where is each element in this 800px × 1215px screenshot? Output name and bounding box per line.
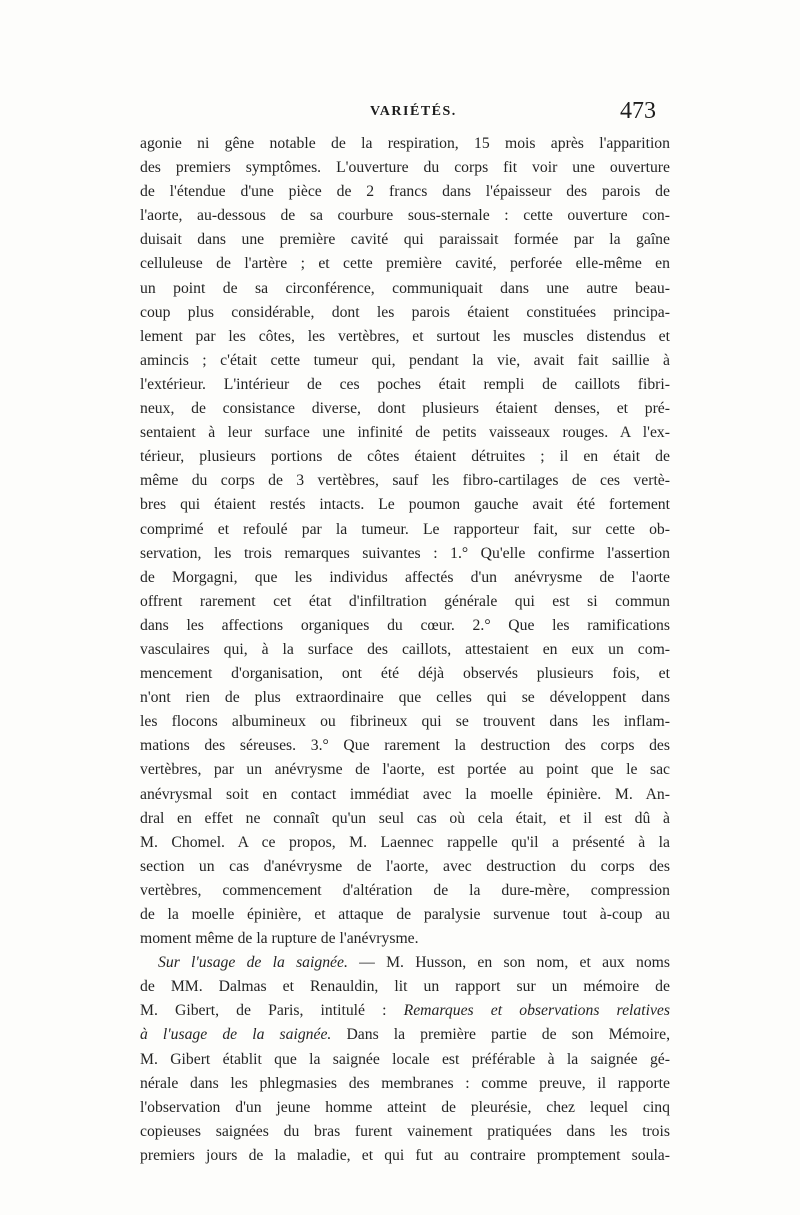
text-line: de Morgagni, que les individus affectés d'un anévrysme de l'aorte	[140, 568, 670, 586]
text-line: à l'usage de la saignée. Dans la première partie de son Mémoire,	[140, 1026, 670, 1044]
text-line: n'ont rien de plus extraordinaire que celles qui se développent dans	[140, 689, 670, 707]
text-line: moment même de la rupture de l'anévrysme.	[140, 930, 419, 948]
text-line: dans les affections organiques du cœur. 2.° Que les ramifications	[140, 616, 670, 634]
text-line: de MM. Dalmas et Renauldin, lit un rapport sur un mémoire de	[140, 978, 670, 996]
text-line: premiers jours de la maladie, et qui fut au contraire promptement soula-	[140, 1146, 670, 1164]
text-line: coup plus considérable, dont les parois étaient constituées principa-	[140, 303, 670, 321]
running-title: VARIÉTÉS.	[370, 104, 457, 119]
text-line: de l'étendue d'une pièce de 2 francs dans l'épaisseur des parois de	[140, 183, 670, 201]
paragraph-bloodletting-rest	[140, 1048, 670, 1168]
text-line: même du corps de 3 vertèbres, sauf les fibro-cartilages de ces vertè-	[140, 472, 670, 490]
text-line: agonie ni gêne notable de la respiration, 15 mois après l'apparition	[140, 135, 670, 152]
text-line: vertèbres, par un anévrysme de l'aorte, est portée au point que le sac	[140, 761, 670, 779]
text-line: sentaient à leur surface une infinité de petits vaisseaux rouges. A l'ex-	[140, 424, 670, 442]
text-line: nérale dans les phlegmasies des membranes : comme preuve, il rapporte	[140, 1074, 670, 1092]
text-line: mencement d'organisation, ont été déjà observés plusieurs fois, et	[140, 665, 670, 683]
paragraph-aneurysm-report	[140, 132, 670, 951]
text-line: vasculaires qui, à la surface des caillots, attestaient en eux un com-	[140, 640, 670, 658]
text-line: neux, de consistance diverse, dont plusieurs étaient denses, et pré-	[140, 400, 670, 418]
text-line: anévrysmal soit en contact immédiat avec la moelle épinière. M. An-	[140, 785, 670, 803]
body-text	[140, 132, 670, 1168]
page-header	[0, 98, 800, 128]
text-line: M. Chomel. A ce propos, M. Laennec rappelle qu'il a présenté à la	[140, 833, 670, 851]
text-line: les flocons albumineux ou fibrineux qui se trouvent dans les inflam-	[140, 713, 670, 731]
text-line: amincis ; c'était cette tumeur qui, pendant la vie, avait fait saillie à	[140, 351, 670, 369]
text-line: vertèbres, commencement d'altération de la dure-mère, compression	[140, 881, 670, 899]
paragraph-bloodletting	[140, 951, 670, 1168]
text-line: M. Gibert, de Paris, intitulé : Remarques et observations relatives	[140, 1002, 670, 1020]
text-line: des premiers symptômes. L'ouverture du corps fit voir une ouverture	[140, 159, 670, 177]
text-line: comprimé et refoulé par la tumeur. Le rapporteur fait, sur cette ob-	[140, 520, 670, 538]
section-heading-italic: Sur l'usage de la saignée.	[158, 954, 348, 972]
text-line: duisait dans une première cavité qui paraissait formée par la gaîne	[140, 231, 670, 249]
text-line: bres qui étaient restés intacts. Le poumon gauche avait été fortement	[140, 496, 670, 514]
page-number: 473	[620, 98, 656, 124]
text-line: térieur, plusieurs portions de côtes étaient détruites ; il en était de	[140, 448, 670, 466]
text-line: lement par les côtes, les vertèbres, et surtout les muscles distendus et	[140, 327, 670, 345]
text-line: l'extérieur. L'intérieur de ces poches était rempli de caillots fibri-	[140, 375, 670, 393]
text-line: un point de sa circonférence, communiquait dans une autre beau-	[140, 279, 670, 297]
text-line: offrent rarement cet état d'infiltration générale qui est si commun	[140, 592, 670, 610]
text-line: l'aorte, au-dessous de sa courbure sous-sternale : cette ouverture con-	[140, 207, 670, 225]
text-line: section un cas d'anévrysme de l'aorte, avec destruction du corps des	[140, 857, 670, 875]
text-line: celluleuse de l'artère ; et cette première cavité, perforée elle-même en	[140, 255, 670, 273]
text-line: copieuses saignées du bras furent vainement pratiquées dans les trois	[140, 1122, 670, 1140]
text-line: l'observation d'un jeune homme atteint de pleurésie, chez lequel cinq	[140, 1098, 670, 1116]
text-line: Sur l'usage de la saignée. — M. Husson, en son nom, et aux noms	[158, 954, 670, 972]
text-line: de la moelle épinière, et attaque de paralysie survenue tout à-coup au	[140, 906, 670, 923]
text-line: mations des séreuses. 3.° Que rarement la destruction des corps des	[140, 737, 670, 755]
memoir-title-italic: Remarques et observations relatives	[403, 1002, 670, 1020]
text-line: M. Gibert établit que la saignée locale est préférable à la saignée gé-	[140, 1050, 670, 1068]
memoir-title-italic-cont: à l'usage de la saignée.	[140, 1026, 332, 1044]
text-line: servation, les trois remarques suivantes : 1.° Qu'elle confirme l'assertion	[140, 544, 670, 562]
text-line: dral en effet ne connaît qu'un seul cas où cela était, et il est dû à	[140, 809, 670, 827]
